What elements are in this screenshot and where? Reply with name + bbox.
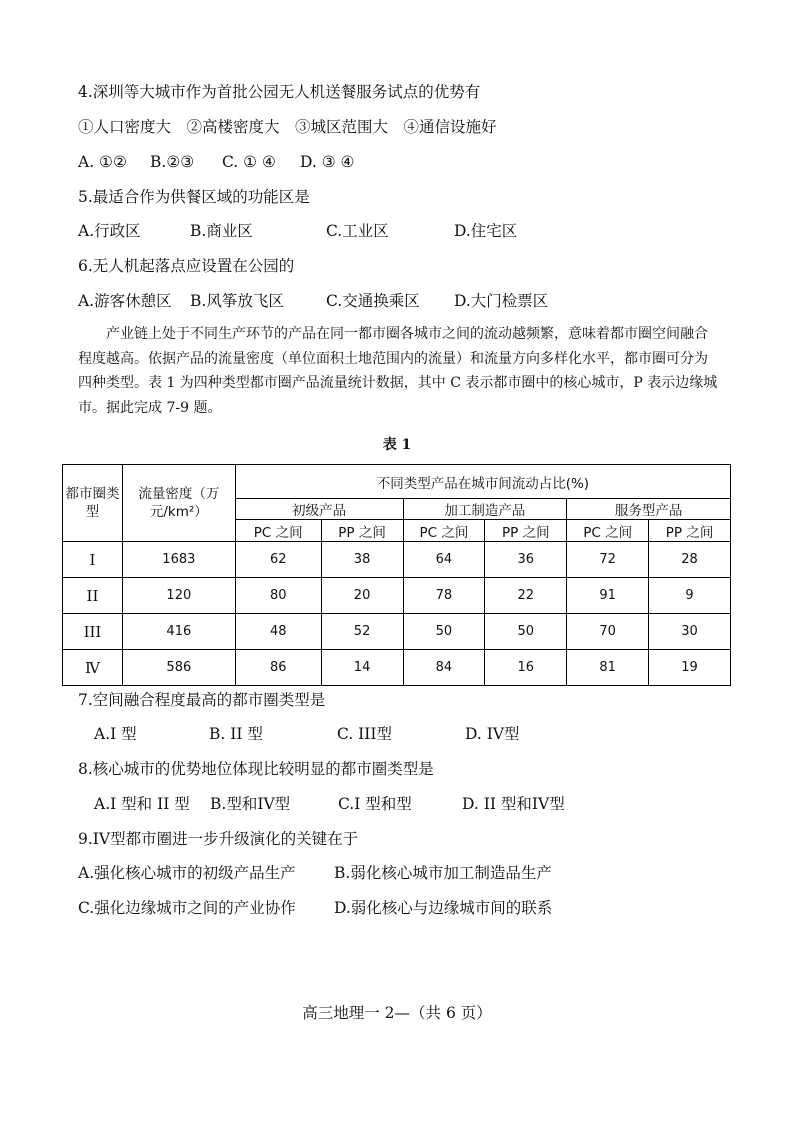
header-share: 不同类型产品在城市间流动占比(%): [235, 465, 730, 499]
row-value: 50: [403, 614, 485, 650]
row-type: Ⅳ: [63, 650, 123, 686]
q4-stem: 4.深圳等大城市作为首批公园无人机送餐服务试点的优势有: [78, 83, 481, 101]
q8-stem: 8.核心城市的优势地位体现比较明显的都市圈类型是: [78, 760, 434, 778]
q7-option-a: A.I 型: [94, 725, 137, 743]
q5-options: [78, 221, 517, 241]
group-manufactured: 加工制造产品: [403, 499, 567, 520]
row-value: 91: [567, 578, 649, 614]
q8-option-a: A.I 型和 II 型: [94, 795, 190, 813]
row-value: 52: [321, 614, 403, 650]
q9-stem: 9.IV型都市圈进一步升级演化的关键在于: [78, 830, 359, 848]
row-value: 86: [235, 650, 321, 686]
sub-pc: PC 之间: [567, 520, 649, 542]
row-value: 14: [321, 650, 403, 686]
table-row: [63, 650, 731, 686]
row-type: I: [63, 542, 123, 578]
q4-options: [78, 152, 354, 172]
row-value: 72: [567, 542, 649, 578]
passage-text: 产业链上处于不同生产环节的产品在同一都市圈各城市之间的流动越频繁，意味着都市圈空间融合程度越高。依据产品的流量密度（单位面积土地范围内的流量）和流量方向多样化水平，都市圈可分为四种类型。表 1 为四种类型都市圈产品流量统计数据，其中 C 表示都市圈中的核心城市，P 表示边缘城市。据此完成 7-9 题。: [78, 326, 718, 416]
sub-pc: PC 之间: [235, 520, 321, 542]
row-value: 64: [403, 542, 485, 578]
q9-option-b: B.弱化核心城市加工制造品生产: [334, 864, 552, 882]
q5-option-a: A.行政区: [78, 222, 141, 240]
q4-option-d: D. ③ ④: [300, 153, 355, 171]
row-type: II: [63, 578, 123, 614]
q9-option-c: C.强化边缘城市之间的产业协作: [78, 899, 296, 917]
row-value: 36: [485, 542, 567, 578]
q9-option-a: A.强化核心城市的初级产品生产: [78, 864, 296, 882]
row-value: 9: [649, 578, 731, 614]
header-type: 都市圈类型: [63, 465, 123, 542]
row-value: 16: [485, 650, 567, 686]
q7-option-d: D. IV型: [465, 725, 520, 743]
table-header-row: [63, 465, 731, 499]
q5-option-d: D.住宅区: [454, 222, 518, 240]
q8-option-d: D. II 型和IV型: [462, 795, 565, 813]
row-value: 81: [567, 650, 649, 686]
row-value: 19: [649, 650, 731, 686]
table-row: [63, 542, 731, 578]
sub-pp: PP 之间: [649, 520, 731, 542]
q6-option-c: C.交通换乘区: [326, 292, 420, 310]
q6-option-a: A.游客休憩区: [78, 292, 172, 310]
table-row: [63, 614, 731, 650]
row-value: 20: [321, 578, 403, 614]
row-value: 48: [235, 614, 321, 650]
q4-option-c: C. ① ④: [222, 153, 276, 171]
table-caption: 表 1: [382, 437, 412, 453]
row-type: III: [63, 614, 123, 650]
row-value: 38: [321, 542, 403, 578]
table-row: [63, 578, 731, 614]
q9-options-row2: [78, 898, 552, 918]
sub-pc: PC 之间: [403, 520, 485, 542]
q7-option-b: B. II 型: [209, 725, 263, 743]
passage: [78, 322, 718, 420]
q4-items: ①人口密度大 ②高楼密度大 ③城区范围大 ④通信设施好: [78, 118, 497, 136]
q7-option-c: C. III型: [337, 725, 393, 743]
q4-option-b: B.②③: [150, 153, 195, 171]
row-value: 30: [649, 614, 731, 650]
data-table: [62, 464, 731, 686]
q9-options-row1: [78, 863, 552, 883]
row-density: 1683: [122, 542, 235, 578]
q9-option-d: D.弱化核心与边缘城市间的联系: [334, 899, 553, 917]
row-density: 586: [122, 650, 235, 686]
group-service: 服务型产品: [567, 499, 731, 520]
row-value: 70: [567, 614, 649, 650]
q5-option-c: C.工业区: [326, 222, 389, 240]
page-footer: 高三地理一 2—（共 6 页）: [302, 1004, 492, 1022]
row-value: 80: [235, 578, 321, 614]
row-value: 78: [403, 578, 485, 614]
sub-pp: PP 之间: [321, 520, 403, 542]
q8-option-c: C.I 型和型: [338, 795, 412, 813]
q7-stem: 7.空间融合程度最高的都市圈类型是: [78, 691, 326, 709]
q8-option-b: B.型和IV型: [210, 795, 291, 813]
row-value: 84: [403, 650, 485, 686]
row-value: 28: [649, 542, 731, 578]
sub-pp: PP 之间: [485, 520, 567, 542]
row-value: 50: [485, 614, 567, 650]
row-density: 120: [122, 578, 235, 614]
header-density: 流量密度（万元/km²）: [122, 465, 235, 542]
q7-options: [94, 724, 520, 744]
row-density: 416: [122, 614, 235, 650]
q6-options: [78, 291, 548, 311]
q8-options: [94, 794, 565, 814]
row-value: 62: [235, 542, 321, 578]
q6-option-d: D.大门检票区: [454, 292, 549, 310]
q6-option-b: B.风筝放飞区: [190, 292, 284, 310]
group-primary: 初级产品: [235, 499, 403, 520]
q6-stem: 6.无人机起落点应设置在公园的: [78, 257, 295, 275]
q4-option-a: A. ①②: [78, 153, 127, 171]
row-value: 22: [485, 578, 567, 614]
q5-stem: 5.最适合作为供餐区域的功能区是: [78, 188, 310, 206]
q5-option-b: B.商业区: [190, 222, 253, 240]
